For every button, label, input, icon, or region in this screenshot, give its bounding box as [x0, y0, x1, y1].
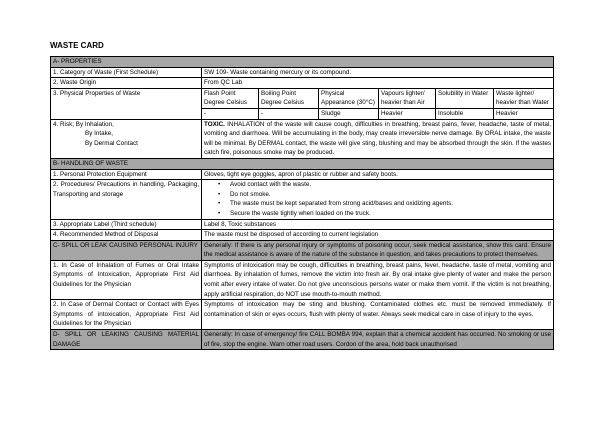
label-label: 3. Appropriate Label (Third schedule) — [51, 219, 202, 230]
procedures-value — [202, 180, 554, 219]
ppe-row — [51, 169, 554, 180]
solubility-heading: Solubility in Water — [436, 88, 494, 108]
procedure-item: • Do not smoke. — [230, 190, 551, 200]
vapours-value: Heavier — [379, 108, 436, 119]
origin-value: From QC Lab — [202, 78, 554, 89]
ppe-value: Gloves, tight eye goggles, apron of plastic or rubber and safety boots. — [202, 169, 554, 180]
category-label: 1. Category of Waste (First Schedule) — [51, 67, 202, 78]
dermal-label: 2. In Case of Dermal Contact or Contact with Eyes Symptoms of intoxication, Appropriate First Aid Guidelines for the Physician — [51, 300, 202, 330]
inhalation-label: 1. In Case of Inhalation of Fumes or Oral Intake Symptoms of Intoxication, Appropriate First Aid Guidelines for the Physician — [51, 260, 202, 299]
disposal-row — [51, 230, 554, 241]
risk-value — [202, 119, 554, 158]
waste-density-value: Heavier — [494, 108, 554, 119]
origin-row — [51, 78, 554, 89]
section-c-header: C- SPILL OR LEAK CAUSING PERSONAL INJURY — [51, 240, 202, 260]
section-b-header-row — [51, 158, 554, 169]
risk-label-intake: By Intake, — [85, 130, 114, 138]
procedure-item: • Secure the waste tightly when loaded on the truck. — [230, 209, 551, 219]
risk-label-dermal: By Dermal Contact — [85, 139, 138, 147]
section-a-header-row — [51, 57, 554, 68]
procedure-item: • The waste must be kept separated from strong acid/bases and oxidizing agents. — [230, 199, 551, 209]
solubility-value: Insoluble — [436, 108, 494, 119]
inhalation-row — [51, 260, 554, 299]
appearance-heading: Physical Appearance (30°C) — [319, 88, 379, 108]
section-b-header: B- HANDLING OF WASTE — [51, 158, 554, 169]
risk-text: INHALATION of the waste will cause cough, difficulties in breathing, breast pains, fever, headache, taste of metal, vomiting and diarrhoea. Will be accumulating in the body, may create irreversible nerve damage. By ORAL intake, the waste will be minimal. By DERMAL contact, the waste will give sting, blushing and may be absorbed through the skin. If the wastes catch fire, poisonous smoke may be produced. — [204, 120, 552, 157]
document-title: WASTE CARD — [50, 41, 104, 50]
physical-label: 3. Physical Properties of Waste — [51, 88, 202, 119]
risk-label — [51, 119, 202, 158]
physical-headings-row — [51, 88, 554, 108]
section-d-header: D- SPILL OR LEAKING CAUSING MATERIAL DAMAGE — [51, 330, 202, 350]
category-value: SW 109- Waste containing mercury or its compound. — [202, 67, 554, 78]
inhalation-value: Symptoms of intoxication may be cough, difficulties in breathing, breast pains, fever, headache, taste of metal, vomiting and diarrhoea. By inhalation of fumes, remove the victim into fresh air. By oral intake give plenty of water and make the person vomit after every intake of water. Do not give unconscious persons water or make them vomit. If the victim is not breathing, apply artificial respiration, do NOT use mouth-to-mouth method. — [202, 260, 554, 299]
risk-row — [51, 119, 554, 158]
procedures-row — [51, 180, 554, 219]
section-a-header: A- PROPERTIES — [51, 57, 554, 68]
flash-point-value: - — [202, 108, 259, 119]
disposal-label: 4. Recommended Method of Disposal — [51, 230, 202, 241]
flash-point-heading: Flash Point Degree Celsius — [202, 88, 259, 108]
label-value: Label 8, Toxic substances — [202, 219, 554, 230]
category-row — [51, 67, 554, 78]
ppe-label: 1. Personal Protection Equipment — [51, 169, 202, 180]
risk-lead: TOXIC. — [204, 120, 225, 128]
procedure-item: • Avoid contact with the waste. — [230, 180, 551, 190]
label-row — [51, 219, 554, 230]
disposal-value: The waste must be disposed of according to current legislation — [202, 230, 554, 241]
section-c-header-row — [51, 240, 554, 260]
dermal-value: Symptoms of intoxication may be sting and blushing. Contaminated clothes etc. must be removed immediately. If contamination of skin or eyes occurs, flush with plenty of water. Always seek medical care in case of injury to the eyes. — [202, 300, 554, 330]
procedures-label: 2. Procedures/ Precautions in handling, Packaging, Transporting and storage — [51, 180, 202, 219]
vapours-heading: Vapours lighter/ heavier than Air — [379, 88, 436, 108]
waste-density-heading: Waste lighter/ heavier than Water — [494, 88, 554, 108]
section-d-header-row — [51, 330, 554, 350]
boiling-point-heading: Boiling Point Degree Celsius — [259, 88, 319, 108]
section-d-text: Generally: In case of emergency/ fire CALL BOMBA 994, explain that a chemical accident has occurred. No smoking or use of fire, stop the engine. Warn other road users. Cordon of the area, hold back unauthorised — [202, 330, 554, 350]
procedures-list — [204, 180, 551, 218]
dermal-row — [51, 300, 554, 330]
risk-label-inhalation: 4. Risk; By Inhalation, — [53, 120, 114, 128]
section-c-text: Generally: If there is any personal injury or symptoms of poisoning occur, seek medical assistance, show this card. Ensure the medical assistance is aware of the nature of the substance in question, and takes precautions to protect themselves. — [202, 240, 554, 260]
boiling-point-value: - — [259, 108, 319, 119]
origin-label: 2. Waste Origin — [51, 78, 202, 89]
waste-card-table — [50, 56, 554, 350]
appearance-value: Sludge — [319, 108, 379, 119]
